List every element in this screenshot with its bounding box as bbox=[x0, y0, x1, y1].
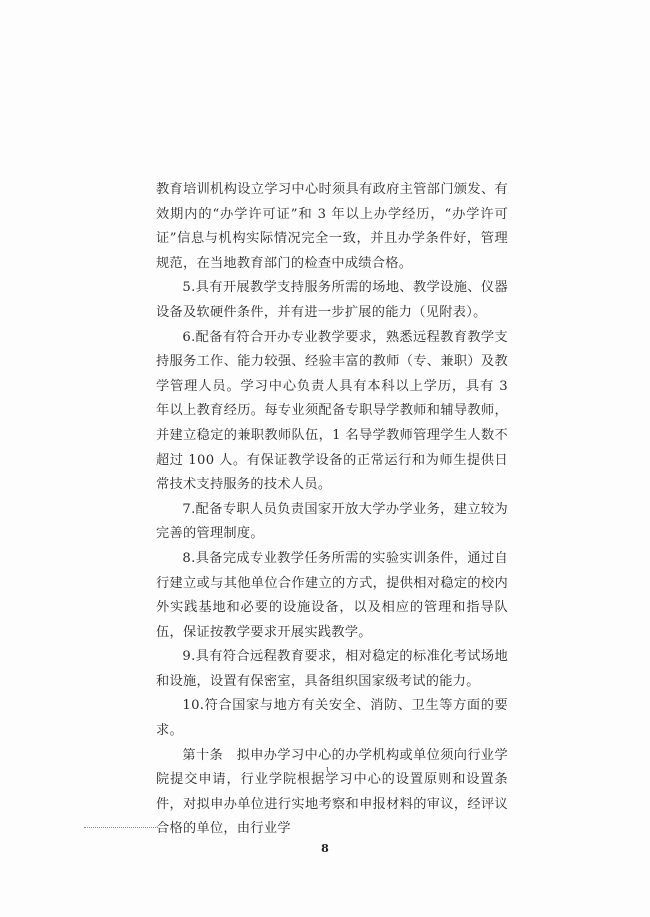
paragraph-item-8: 8.具备完成专业教学任务所需的实验实训条件，通过自行建立或与其他单位合作建立的方式，提供相对稳定的校内外实践基地和必要的设施设备，以及相应的管理和指导队伍，保证按教学要求开展实践教学。 bbox=[156, 550, 508, 640]
paragraph-item-5: 5.具有开展教学支持服务所需的场地、教学设施、仪器设备及软硬件条件，并有进一步扩展的能力（见附表）。 bbox=[156, 280, 508, 320]
paragraph-item-7: 7.配备专职人员负责国家开放大学办学业务，建立较为完善的管理制度。 bbox=[156, 501, 508, 542]
small-mark: ι bbox=[326, 765, 330, 775]
paragraph-item-10: 10.符合国家与地方有关安全、消防、卫生等方面的要求。 bbox=[156, 698, 508, 739]
paragraph-article-10: 第十条 拟申办学习中心的办学机构或单位须向行业学院提交申请，行业学院根据学习中心的设置原则和设置条件，对拟申办单位进行实地考察和申报材料的审议，经评议合格的单位，由行业学 bbox=[156, 747, 508, 837]
body-text bbox=[156, 178, 508, 842]
paragraph-item-9: 9.具有符合远程教育要求，相对稳定的标准化考试场地和设施，设置有保密室，具备组织国家级考试的能力。 bbox=[156, 649, 508, 689]
paragraph-item-6: 6.配备有符合开办专业教学要求，熟悉远程教育教学支持服务工作、能力较强、经验丰富的教师（专、兼职）及教学管理人员。学习中心负责人具有本科以上学历，具有 3 年以上教育经历。每专业须配备专职导学教师和辅导教师，并建立稳定的兼职教师队伍，1 名导学教师管理学生人数不超过 100 人。有保证教学设备的正常运行和为师生提供日常技术支持服务的技术人员。 bbox=[156, 329, 508, 493]
paragraph-continuation: 教育培训机构设立学习中心时须具有政府主管部门颁发、有效期内的“办学许可证”和 3 年以上办学经历，“办学许可证”信息与机构实际情况完全一致，并且办学条件好，管理规范，在当地教育部门的检查中成绩合格。 bbox=[156, 182, 508, 271]
footnote-divider bbox=[84, 827, 158, 828]
page-number: 8 bbox=[321, 842, 329, 855]
